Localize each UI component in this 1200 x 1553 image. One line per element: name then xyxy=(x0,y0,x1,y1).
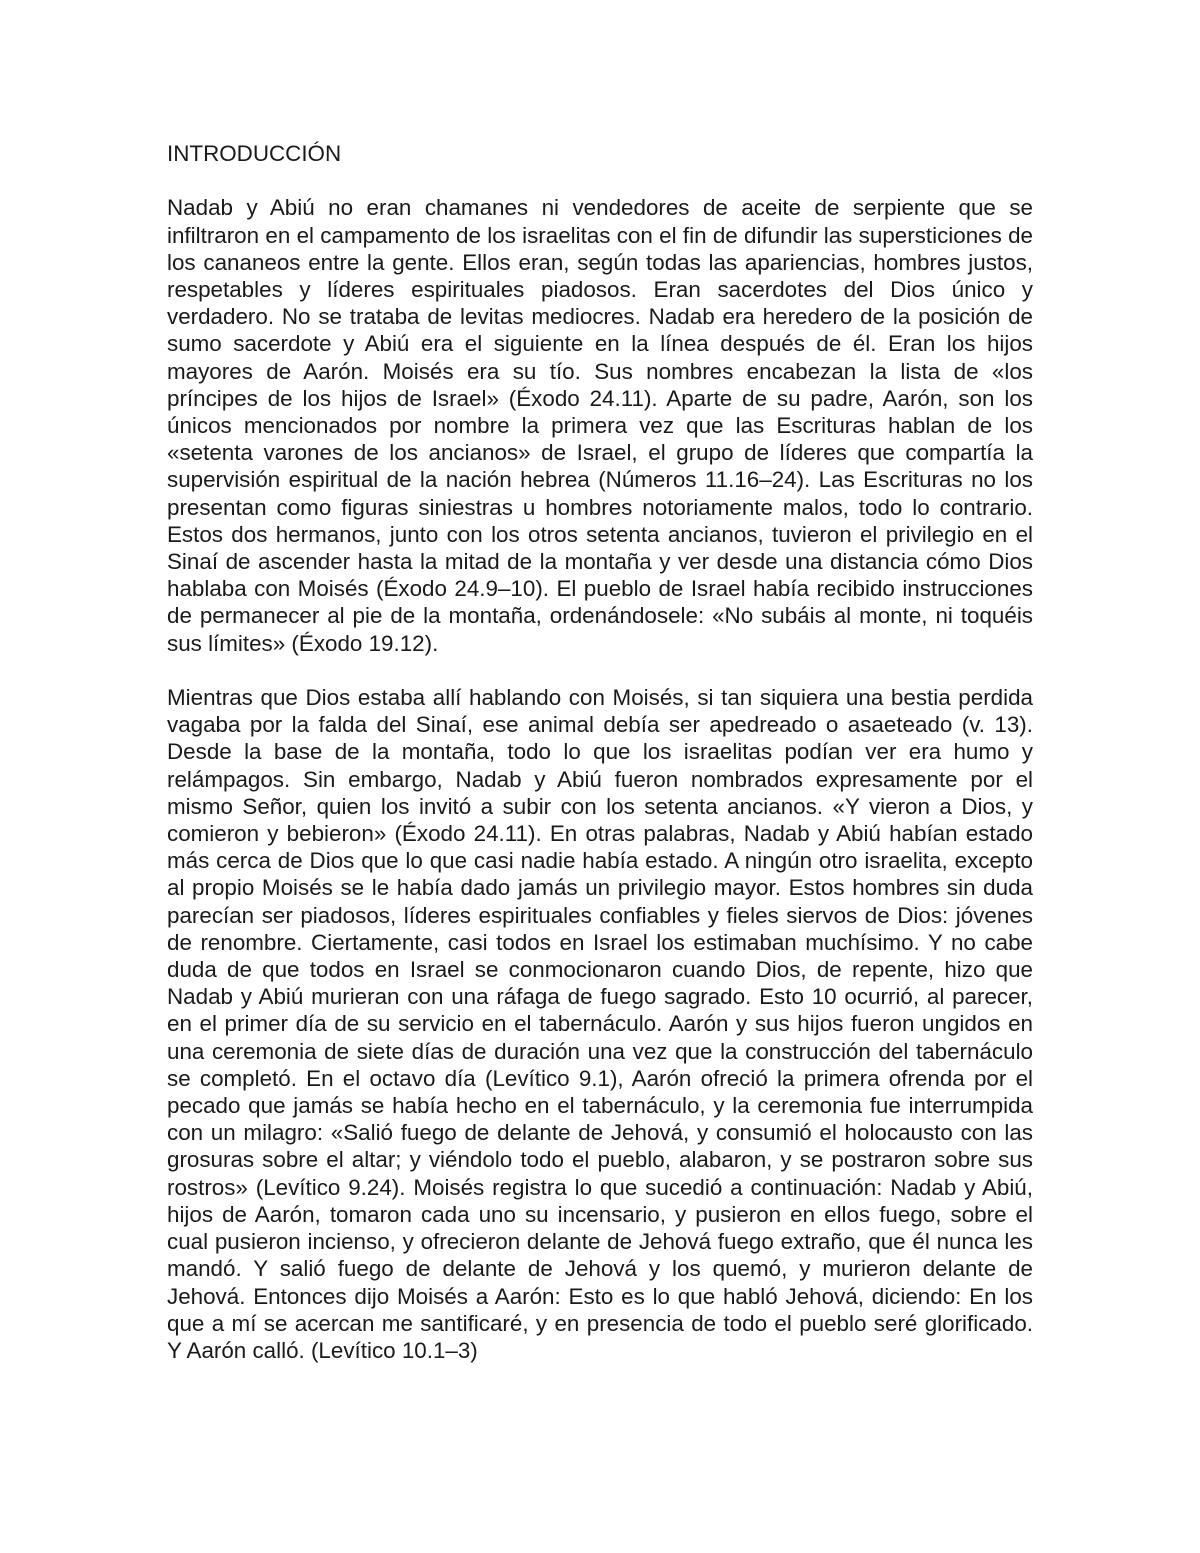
document-body xyxy=(167,140,1033,1364)
body-paragraph-2: Mientras que Dios estaba allí hablando con Moisés, si tan siquiera una bestia perdida vagaba por la falda del Sinaí, ese animal debía ser apedreado o asaeteado (v. 13). Desde la base de la montaña, todo lo que los israelitas podían ver era humo y relámpagos. Sin embargo, Nadab y Abiú fueron nombrados expresamente por el mismo Señor, quien los invitó a subir con los setenta ancianos. «Y vieron a Dios, y comieron y bebieron» (Éxodo 24.11). En otras palabras, Nadab y Abiú habían estado más cerca de Dios que lo que casi nadie había estado. A ningún otro israelita, excepto al propio Moisés se le había dado jamás un privilegio mayor. Estos hombres sin duda parecían ser piadosos, líderes espirituales confiables y fieles siervos de Dios: jóvenes de renombre. Ciertamente, casi todos en Israel los estimaban muchísimo. Y no cabe duda de que todos en Israel se conmocionaron cuando Dios, de repente, hizo que Nadab y Abiú murieran con una ráfaga de fuego sagrado. Esto 10 ocurrió, al parecer, en el primer día de su servicio en el tabernáculo. Aarón y sus hijos fueron ungidos en una ceremonia de siete días de duración una vez que la construcción del tabernáculo se completó. En el octavo día (Levítico 9.1), Aarón ofreció la primera ofrenda por el pecado que jamás se había hecho en el tabernáculo, y la ceremonia fue interrumpida con un milagro: «Salió fuego de delante de Jehová, y consumió el holocausto con las grosuras sobre el altar; y viéndolo todo el pueblo, alabaron, y se postraron sobre sus rostros» (Levítico 9.24). Moisés registra lo que sucedió a continuación: Nadab y Abiú, hijos de Aarón, tomaron cada uno su incensario, y pusieron en ellos fuego, sobre el cual pusieron incienso, y ofrecieron delante de Jehová fuego extraño, que él nunca les mandó. Y salió fuego de delante de Jehová y los quemó, y murieron delante de Jehová. Entonces dijo Moisés a Aarón: Esto es lo que habló Jehová, diciendo: En los que a mí se acercan me santificaré, y en presencia de todo el pueblo seré glorificado. Y Aarón calló. (Levítico 10.1–3) xyxy=(167,685,1033,1363)
body-paragraph-1: Nadab y Abiú no eran chamanes ni vendedores de aceite de serpiente que se infiltraron en el campamento de los israelitas con el fin de difundir las supersticiones de los cananeos entre la gente. Ellos eran, según todas las apariencias, hombres justos, respetables y líderes espirituales piadosos. Eran sacerdotes del Dios único y verdadero. No se trataba de levitas mediocres. Nadab era heredero de la posición de sumo sacerdote y Abiú era el siguiente en la línea después de él. Eran los hijos mayores de Aarón. Moisés era su tío. Sus nombres encabezan la lista de «los príncipes de los hijos de Israel» (Éxodo 24.11). Aparte de su padre, Aarón, son los únicos mencionados por nombre la primera vez que las Escrituras hablan de los «setenta varones de los ancianos» de Israel, el grupo de líderes que compartía la supervisión espiritual de la nación hebrea (Números 11.16–24). Las Escrituras no los presentan como figuras siniestras u hombres notoriamente malos, todo lo contrario. Estos dos hermanos, junto con los otros setenta ancianos, tuvieron el privilegio en el Sinaí de ascender hasta la mitad de la montaña y ver desde una distancia cómo Dios hablaba con Moisés (Éxodo 24.9–10). El pueblo de Israel había recibido instrucciones de permanecer al pie de la montaña, ordenándosele: «No subáis al monte, ni toquéis sus límites» (Éxodo 19.12). xyxy=(167,195,1033,656)
section-heading: INTRODUCCIÓN xyxy=(167,141,342,166)
